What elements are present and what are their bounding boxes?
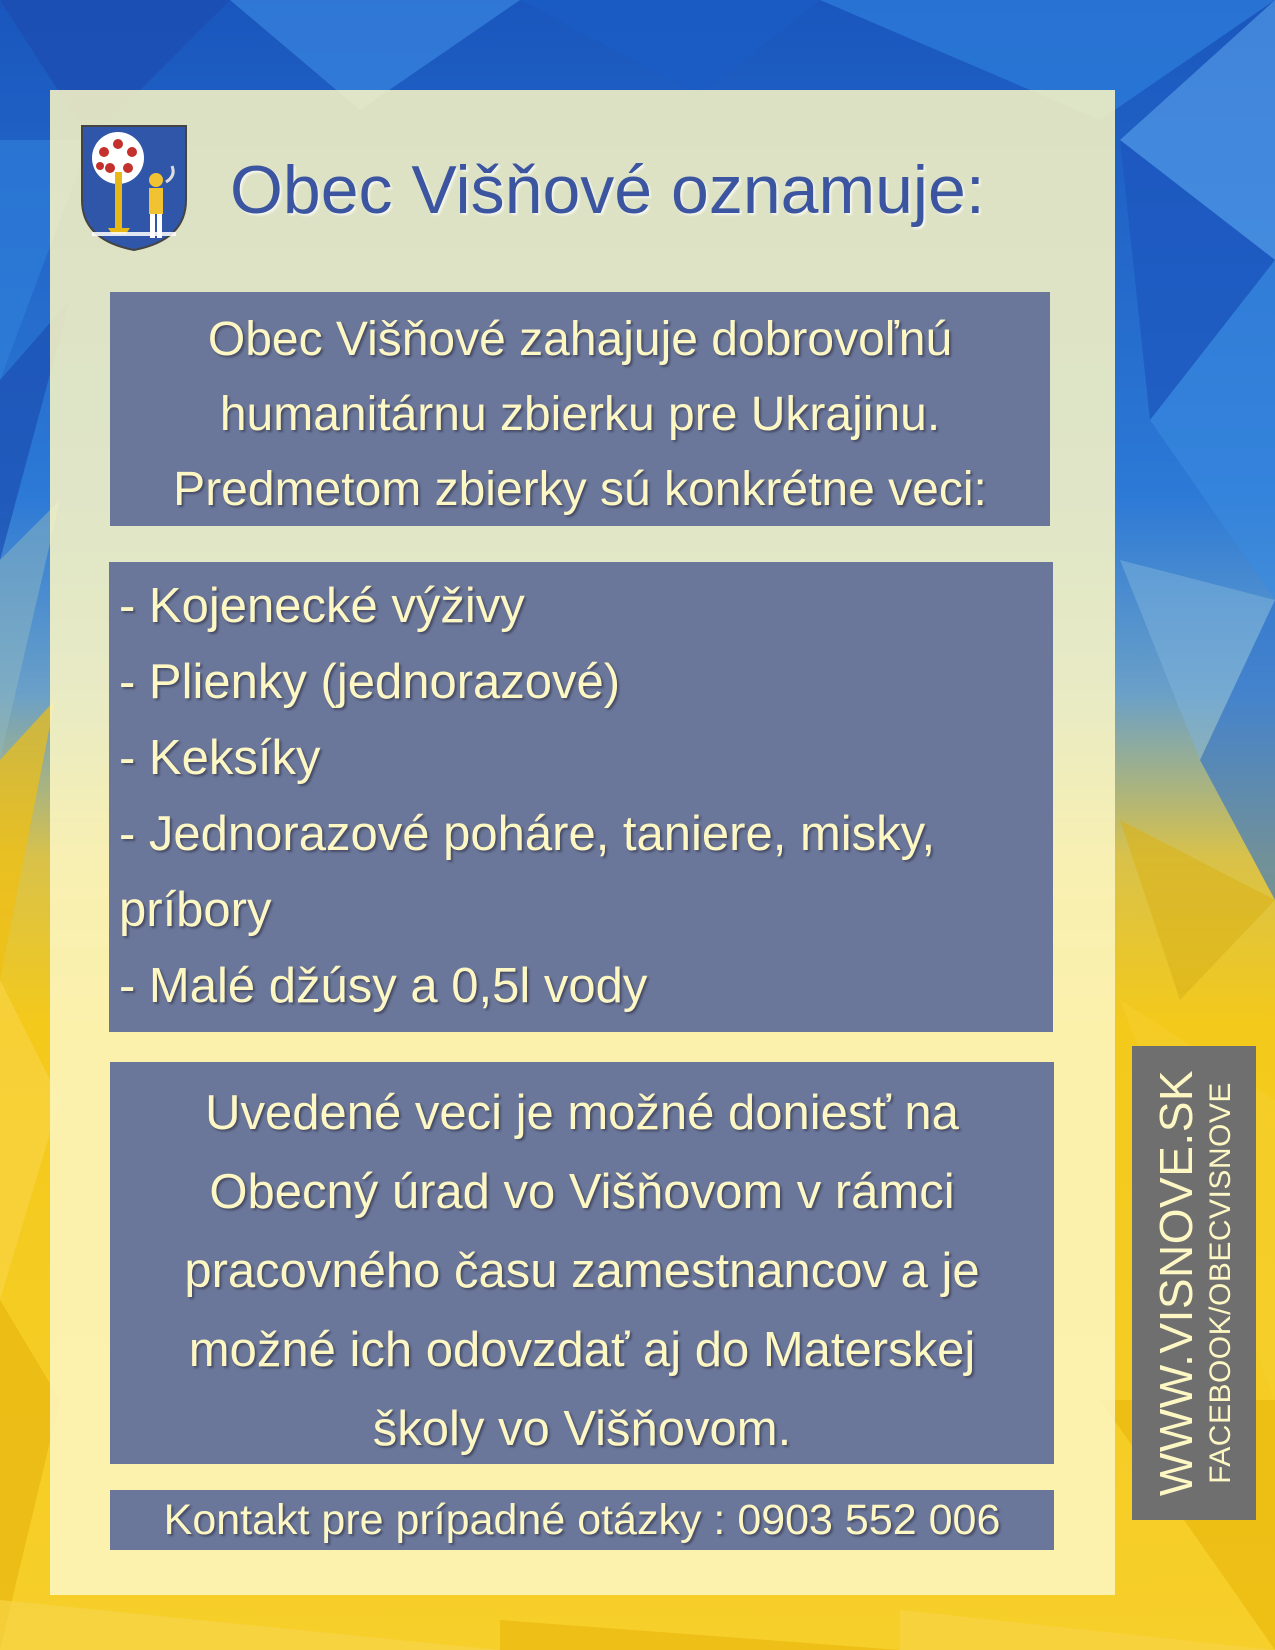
dropoff-line: možné ich odovzdať aj do Materskej: [188, 1323, 976, 1377]
list-item: - Malé džúsy a 0,5l vody: [119, 959, 648, 1013]
dropoff-line: Obecný úrad vo Višňovom v rámci: [209, 1165, 955, 1219]
facebook-link[interactable]: FACEBOOK/OBECVISNOVE: [1204, 1082, 1237, 1484]
sidebar-text: [1149, 1070, 1239, 1496]
intro-line: Predmetom zbierky sú konkrétne veci:: [173, 463, 987, 516]
list-item: - Jednorazové poháre, taniere, misky,: [119, 807, 936, 861]
contact-box: Kontakt pre prípadné otázky : 0903 552 006: [110, 1490, 1054, 1550]
intro-box: [110, 292, 1050, 526]
list-item: - Kojenecké výživy: [119, 579, 525, 633]
intro-line: Obec Višňové zahajuje dobrovoľnú: [207, 313, 953, 366]
intro-line: humanitárnu zbierku pre Ukrajinu.: [219, 388, 941, 441]
dropoff-line: školy vo Višňovom.: [372, 1402, 792, 1456]
page-title: Obec Višňové oznamuje:: [230, 152, 985, 228]
list-item: príbory: [119, 883, 272, 937]
coat-of-arms-icon: [78, 122, 190, 254]
dropoff-line: pracovného času zamestnancov a je: [184, 1244, 980, 1298]
list-item: - Keksíky: [119, 731, 321, 785]
website-link[interactable]: WWW.VISNOVE.SK: [1150, 1069, 1202, 1497]
dropoff-info-box: [110, 1062, 1054, 1464]
list-item: - Plienky (jednorazové): [119, 655, 621, 709]
website-sidebar: [1132, 1046, 1256, 1520]
items-list-box: [109, 562, 1053, 1032]
dropoff-line: Uvedené veci je možné doniesť na: [205, 1086, 959, 1140]
